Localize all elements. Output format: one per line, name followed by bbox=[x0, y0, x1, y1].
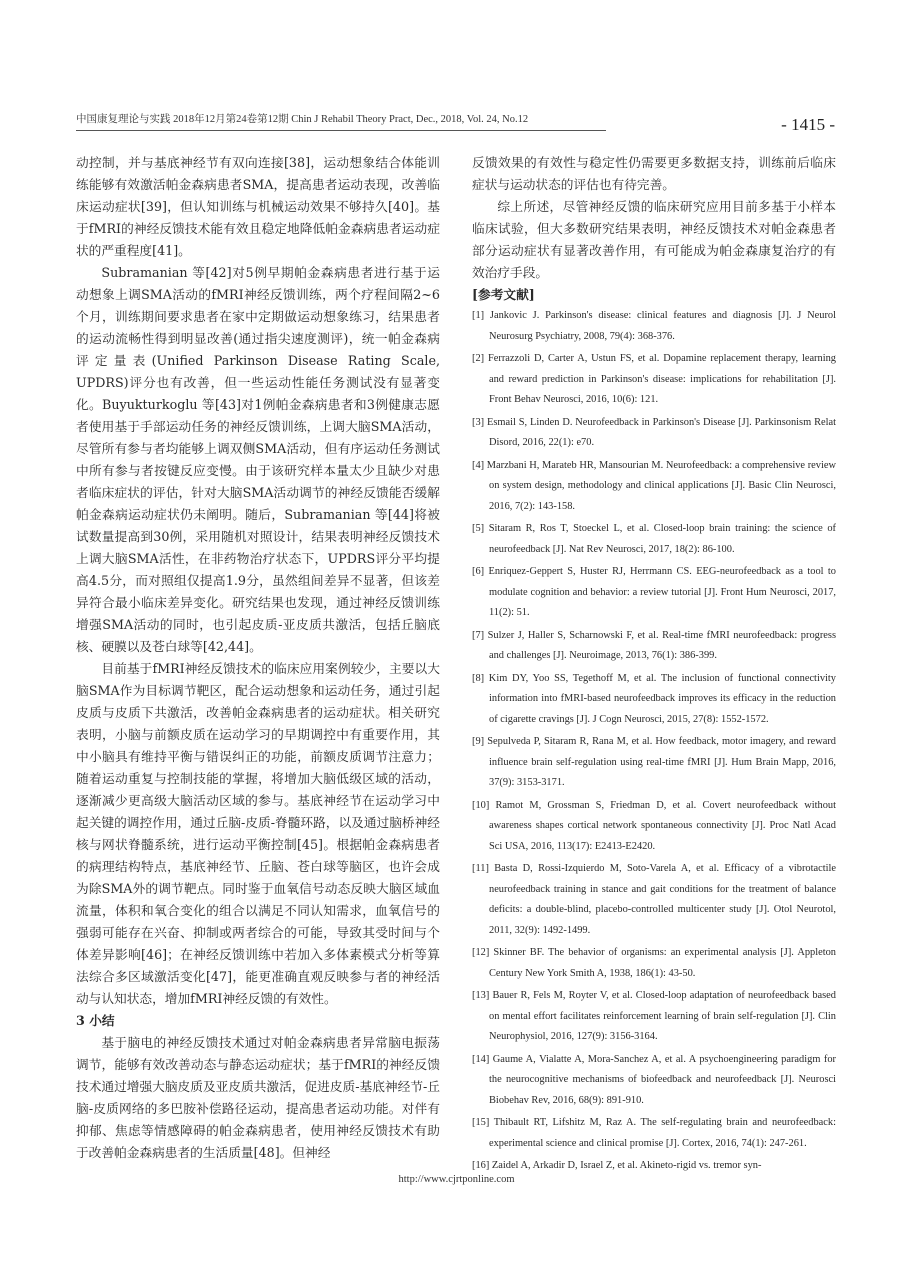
paragraph: Subramanian 等[42]对5例早期帕金森病患者进行基于运动想象上调SMA活动的fMRI神经反馈训练，两个疗程间隔2~6个月，训练期间要求患者在家中定期做运动想象练习，结果患者的运动流畅性得到明显改善(通过指尖速度测评)，统一帕金森病评定量表(Unified Parkinson Disease Rating Scale, UPDRS)评分也有改善，但一些运动性能任务测试没有显著变化。Buyukturkoglu 等[43]对1例帕金森病患者和3例健康志愿者使用基于手部运动任务的神经反馈训练，上调大脑SMA活动，尽管所有参与者均能够上调双侧SMA活动，但有序运动任务测试中所有参与者按键反应变慢。由于该研究样本量太少且缺少对患者临床症状的评估，针对大脑SMA活动调节的神经反馈能否缓解帕金森病运动症状仍未阐明。随后，Subramanian 等[44]将被试数量提高到30例，采用随机对照设计，结果表明神经反馈技术上调大脑SMA活性，在非药物治疗状态下，UPDRS评分平均提高4.5分，而对照组仅提高1.9分，虽然组间差异不显著，但该差异符合最小临床差异变化。研究结果也发现，通过神经反馈训练增强SMA活动的同时，也引起皮质-亚皮质共激活，包括丘脑底核、硬膜以及苍白球等[42,44]。 bbox=[76, 265, 440, 654]
paragraph: 基于脑电的神经反馈技术通过对帕金森病患者异常脑电振荡调节，能够有效改善动态与静态运动症状；基于fMRI的神经反馈技术通过增强大脑皮质及亚皮质共激活，促进皮质-基底神经节-丘脑-皮质网络的多巴胺补偿路径运动，提高患者运动功能。对伴有抑郁、焦虑等情感障碍的帕金森病患者，使用神经反馈技术有助于改善帕金森病患者的生活质量[48]。但神经 bbox=[76, 1035, 440, 1160]
footer-url[interactable]: http://www.cjrtponline.com bbox=[398, 1174, 515, 1185]
paragraph: 综上所述，尽管神经反馈的临床研究应用目前多基于小样本临床试验，但大多数研究结果表明，神经反馈技术对帕金森患者部分运动症状有显著改善作用，有可能成为帕金森康复治疗的有效治疗手段。 bbox=[472, 199, 836, 280]
reference-item: [6] Enriquez-Geppert S, Huster RJ, Herrmann CS. EEG-neurofeedback as a tool to modulate cognition and behavior: a review tutorial [J]. Front Hum Neurosci, 2017, 11(2): 51. bbox=[472, 566, 836, 618]
paragraph: 目前基于fMRI神经反馈技术的临床应用案例较少，主要以大脑SMA作为目标调节靶区，配合运动想象和运动任务，通过引起皮质与皮质下共激活，改善帕金森病患者的运动症状。相关研究表明，小脑与前额皮质在运动学习的早期调控中有重要作用，其中小脑具有维持平衡与错误纠正的功能，前额皮质调节注意力；随着运动重复与控制技能的掌握，将增加大脑低级区域的活动，逐渐减少更高级大脑活动区域的参与。基底神经节在运动学习中起关键的调控作用，通过丘脑-皮质-脊髓环路，以及通过脑桥神经核与网状脊髓系统，进行运动平衡控制[45]。根据帕金森病患者的病理结构特点，基底神经节、丘脑、苍白球等脑区，也许会成为除SMA外的调节靶点。同时鉴于血氧信号动态反映大脑区域血流量，体积和氧合变化的组合以满足不同认知需求，血氧信号的强弱可能存在兴奋、抑制或两者综合的可能，导致其受时间与个体差异影响[46]；在神经反馈训练中若加入多体素模式分析等算法综合多区域激活变化[47]，能更准确直观反映参与者的神经活动与认知状态，增加fMRI神经反馈的有效性。 bbox=[76, 661, 440, 1006]
left-column bbox=[76, 152, 440, 1164]
reference-item: [11] Basta D, Rossi-Izquierdo M, Soto-Varela A, et al. Efficacy of a vibrotactile neurofeedback training in stance and gait conditions for the treatment of balance deficits: a double-blind, placebo-controlled multicenter study [J]. Otol Neurotol, 2011, 32(9): 1492-1499. bbox=[472, 863, 836, 936]
reference-item: [13] Bauer R, Fels M, Royter V, et al. Closed-loop adaptation of neurofeedback based on mental effort facilitates reinforcement learning of brain self-regulation [J]. Clin Neurophysiol, 2016, 127(9): 3156-3164. bbox=[472, 990, 836, 1042]
reference-item: [9] Sepulveda P, Sitaram R, Rana M, et al. How feedback, motor imagery, and reward influence brain self-regulation using real-time fMRI [J]. Hum Brain Mapp, 2016, 37(9): 3153-3171. bbox=[472, 736, 836, 788]
reference-item: [2] Ferrazzoli D, Carter A, Ustun FS, et al. Dopamine replacement therapy, learning and reward prediction in Parkinson's disease: implications for rehabilitation [J]. Front Behav Neurosci, 2016, 10(6): 121. bbox=[472, 353, 836, 405]
reference-item: [5] Sitaram R, Ros T, Stoeckel L, et al. Closed-loop brain training: the science of neurofeedback [J]. Nat Rev Neurosci, 2017, 18(2): 86-100. bbox=[472, 523, 836, 555]
references-heading: [参考文献] bbox=[472, 287, 535, 302]
section-heading: 3 小结 bbox=[76, 1013, 115, 1028]
reference-item: [12] Skinner BF. The behavior of organisms: an experimental analysis [J]. Appleton Century New York Smith A, 1938, 186(1): 43-50. bbox=[472, 947, 836, 979]
reference-item: [4] Marzbani H, Marateb HR, Mansourian M. Neurofeedback: a comprehensive review on system design, methodology and clinical applications [J]. Basic Clin Neurosci, 2016, 7(2): 143-158. bbox=[472, 459, 836, 512]
reference-item: [7] Sulzer J, Haller S, Scharnowski F, et al. Real-time fMRI neurofeedback: progress and challenges [J]. Neuroimage, 2013, 76(1): 386-399. bbox=[472, 629, 836, 661]
running-header: 中国康复理论与实践 2018年12月第24卷第12期 Chin J Rehabil Theory Pract, Dec., 2018, Vol. 24, No.12 bbox=[76, 110, 606, 131]
page-number: - 1415 - bbox=[781, 115, 835, 134]
reference-item: [8] Kim DY, Yoo SS, Tegethoff M, et al. The inclusion of functional connectivity information into fMRI-based neurofeedback improves its efficacy in the reduction of cigarette cravings [J]. J Cogn Neurosci, 2015, 27(8): 1552-1572. bbox=[472, 672, 836, 725]
right-column bbox=[472, 152, 836, 1179]
reference-list bbox=[472, 306, 836, 1177]
reference-item: [15] Thibault RT, Lifshitz M, Raz A. The self-regulating brain and neurofeedback: experimental science and clinical promise [J]. Cortex, 2016, 74(1): 247-261. bbox=[472, 1117, 836, 1149]
reference-item: [14] Gaume A, Vialatte A, Mora-Sanchez A, et al. A psychoengineering paradigm for the neurocognitive mechanisms of biofeedback and neurofeedback [J]. Neurosci Biobehav Rev, 2016, 68(9): 891-910. bbox=[472, 1053, 836, 1106]
paragraph: 反馈效果的有效性与稳定性仍需要更多数据支持，训练前后临床症状与运动状态的评估也有待完善。 bbox=[472, 155, 836, 192]
paragraph: 动控制，并与基底神经节有双向连接[38]，运动想象结合体能训练能够有效激活帕金森病患者SMA，提高患者运动表现，改善临床运动症状[39]，但认知训练与机械运动效果不够持久[40]。基于fMRI的神经反馈技术能有效且稳定地降低帕金森病患者运动症状的严重程度[41]。 bbox=[76, 155, 440, 258]
reference-item: [3] Esmail S, Linden D. Neurofeedback in Parkinson's Disease [J]. Parkinsonism Relat Disord, 2016, 22(1): e70. bbox=[472, 416, 836, 448]
reference-item: [1] Jankovic J. Parkinson's disease: clinical features and diagnosis [J]. J Neurol Neurosurg Psychiatry, 2008, 79(4): 368-376. bbox=[472, 310, 836, 342]
reference-item: [16] Zaidel A, Arkadir D, Israel Z, et al. Akineto-rigid vs. tremor syn- bbox=[472, 1160, 762, 1171]
reference-item: [10] Ramot M, Grossman S, Friedman D, et al. Covert neurofeedback without awareness shapes cortical network spontaneous connectivity [J]. Proc Natl Acad Sci USA, 2016, 113(17): E2413-E2420. bbox=[472, 799, 836, 852]
